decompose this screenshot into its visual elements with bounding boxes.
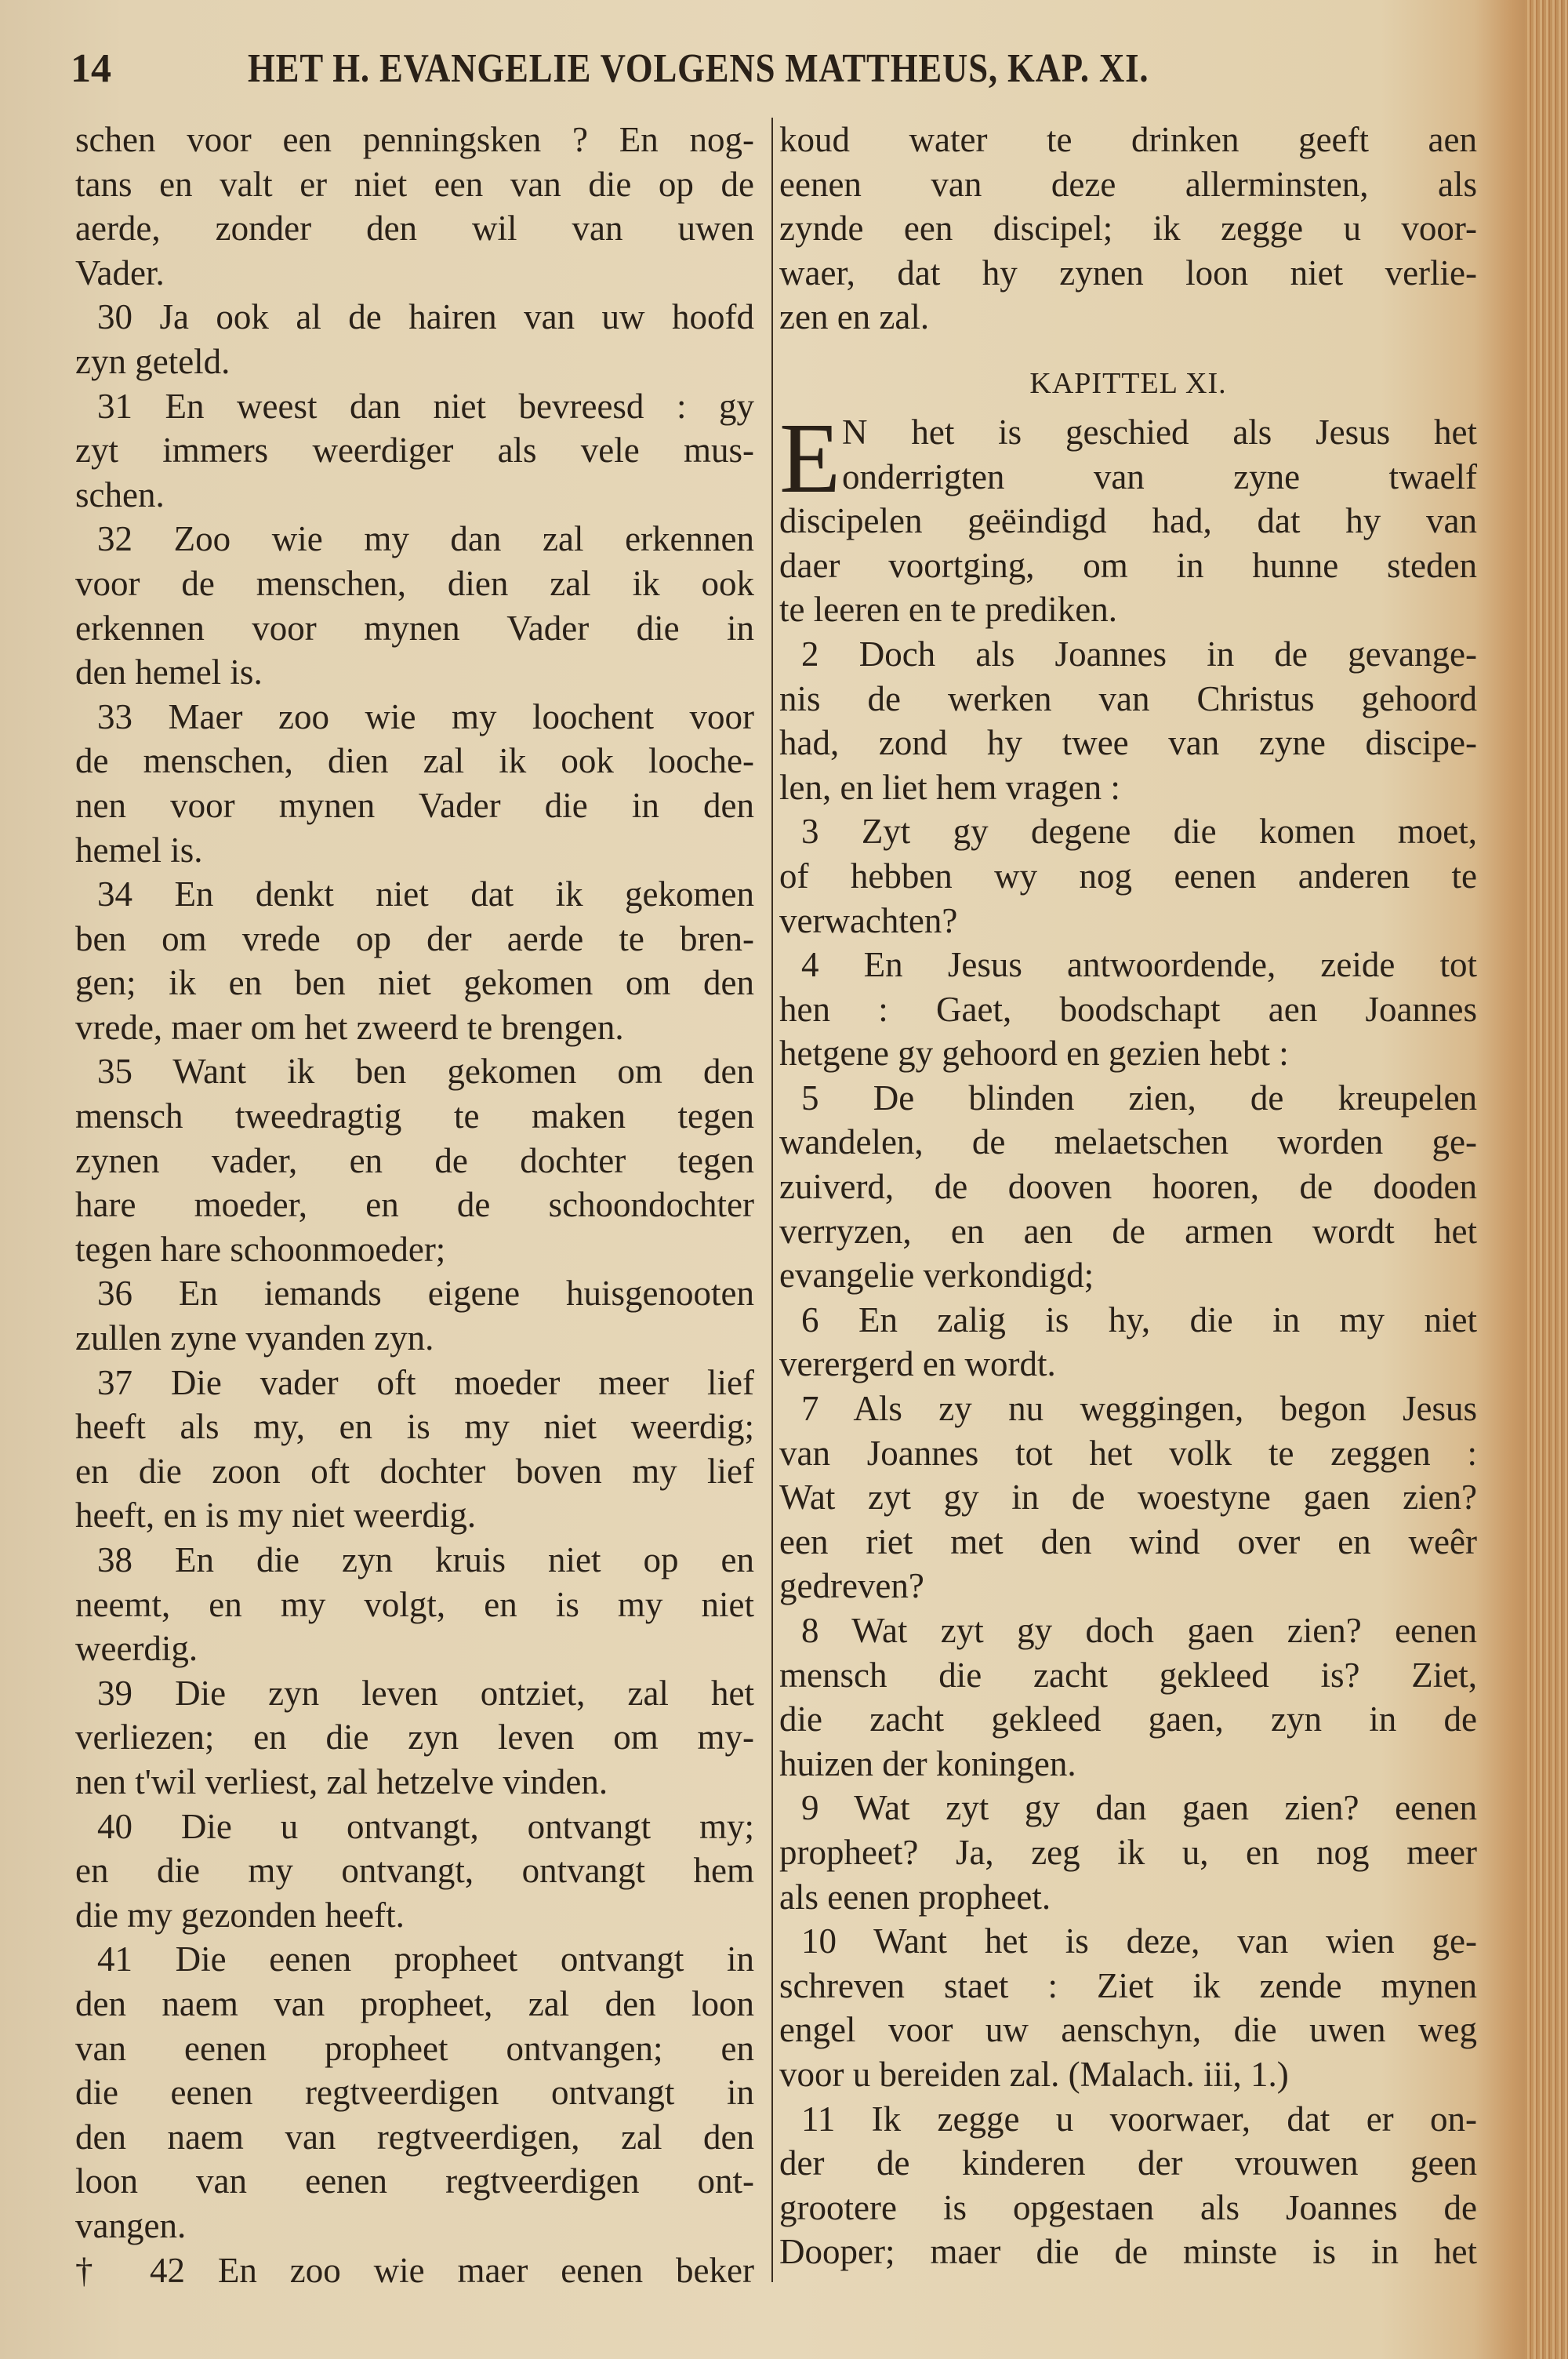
text-line: 38 En die zyn kruis niet op en [97, 1540, 754, 1579]
text-line: 11 Ik zegge u voorwaer, dat er on- [801, 2099, 1477, 2139]
text-line: gedreven? [779, 1566, 924, 1606]
verse-paragraph [779, 1387, 1477, 1608]
verse-paragraph [779, 943, 1477, 1076]
text-line: voor de menschen, dien zal ik ook [75, 563, 754, 603]
text-line: 31 En weest dan niet bevreesd : gy [97, 386, 754, 426]
text-line: onderrigten van zyne twaelf [842, 456, 1477, 496]
text-line: 6 En zalig is hy, die in my niet [801, 1299, 1477, 1339]
text-line: nen voor mynen Vader die in den [75, 785, 754, 825]
text-line: 35 Want ik ben gekomen om den [97, 1052, 754, 1092]
verse-paragraph [75, 1671, 754, 1805]
chapter-heading: KAPITTEL XI. [1029, 366, 1227, 400]
text-line: Wat zyt gy in de woestyne gaen zien? [779, 1478, 1477, 1518]
text-line: zynen vader, en de dochter tegen [75, 1140, 754, 1180]
text-line: 33 Maer zoo wie my loochent voor [97, 696, 754, 736]
text-line: 2 Doch als Joannes in de gevange- [801, 634, 1477, 674]
text-line: aerde, zonder den wil van uwen [75, 209, 754, 249]
text-line: 34 En denkt niet dat ik gekomen [97, 874, 754, 914]
text-line: Vader. [75, 253, 165, 293]
verse-paragraph [779, 1076, 1477, 1298]
text-line: verliezen; en die zyn leven om my- [75, 1717, 754, 1757]
text-line: loon van eenen regtveerdigen ont- [75, 2161, 754, 2201]
verses [779, 632, 1477, 2274]
text-line: en die my ontvangt, ontvangt hem [75, 1851, 754, 1891]
text-line: mensch tweedragtig te maken tegen [75, 1096, 754, 1136]
verse-paragraph [75, 1805, 754, 1938]
text-line: van Joannes tot het volk te zeggen : [779, 1433, 1477, 1473]
text-line: nis de werken van Christus gehoord [779, 678, 1477, 718]
text-line: N het is geschied als Jesus het [842, 412, 1477, 452]
verse-paragraph [779, 1608, 1477, 1786]
verse-paragraph [75, 2248, 754, 2293]
text-line: 40 Die u ontvangt, ontvangt my; [97, 1806, 754, 1846]
text-line: nen t'wil verliest, zal hetzelve vinden. [75, 1761, 608, 1801]
chapter-opening-paragraph [779, 402, 1477, 632]
text-line: hare moeder, en de schoondochter [75, 1185, 754, 1225]
text-line: tegen hare schoonmoeder; [75, 1229, 446, 1269]
column-divider [771, 118, 773, 2282]
text-line: wandelen, de melaetschen worden ge- [779, 1122, 1477, 1162]
continued-verse [779, 118, 1477, 340]
verse-paragraph [779, 1786, 1477, 1919]
text-line: propheet? Ja, zeg ik u, en nog meer [779, 1832, 1477, 1872]
verse-paragraph [75, 1271, 754, 1360]
text-line: 8 Wat zyt gy doch gaen zien? eenen [801, 1611, 1477, 1650]
text-line: tans en valt er niet een van die op de [75, 164, 754, 204]
text-line: hemel is. [75, 830, 203, 870]
text-line: die eenen regtveerdigen ontvangt in [75, 2073, 754, 2113]
text-line: van eenen propheet ontvangen; en [75, 2028, 754, 2068]
verse-paragraph [779, 118, 1477, 340]
verse-paragraph [779, 1919, 1477, 2096]
text-line: daer voortging, om in hunne steden [779, 545, 1477, 585]
verse-paragraph [75, 1049, 754, 1271]
text-line: grootere is opgestaen als Joannes de [779, 2187, 1477, 2227]
text-line: gen; ik en ben niet gekomen om den [75, 963, 754, 1003]
text-line: 10 Want het is deze, van wien ge- [801, 1921, 1477, 1961]
text-line: zyn geteld. [75, 341, 230, 381]
text-line: had, zond hy twee van zyne discipe- [779, 723, 1477, 763]
text-line: een riet met den wind over en weêr [779, 1521, 1477, 1561]
text-line: ben om vrede op der aerde te bren- [75, 918, 754, 958]
text-line: hen : Gaet, boodschapt aen Joannes [779, 989, 1477, 1029]
left-column [75, 118, 754, 2292]
verse-paragraph [75, 118, 754, 295]
text-line: den naem van regtveerdigen, zal den [75, 2117, 754, 2157]
verse-paragraph [75, 384, 754, 518]
verse-paragraph [75, 1937, 754, 2248]
text-line: schen voor een penningsken ? En nog- [75, 120, 754, 159]
running-head: HET H. EVANGELIE VOLGENS MATTHEUS, KAP. XI. [248, 46, 1149, 91]
verse-paragraph [75, 295, 754, 383]
text-line: mensch die zacht gekleed is? Ziet, [779, 1655, 1477, 1695]
text-line: 9 Wat zyt gy dan gaen zien? eenen [801, 1788, 1477, 1828]
text-line: koud water te drinken geeft aen [779, 120, 1477, 159]
text-line: der de kinderen der vrouwen geen [779, 2143, 1477, 2183]
text-line: 30 Ja ook al de hairen van uw hoofd [97, 297, 754, 337]
verse-paragraph [779, 632, 1477, 809]
text-line: 4 En Jesus antwoordende, zeide tot [801, 945, 1477, 985]
text-line: 37 Die vader oft moeder meer lief [97, 1362, 754, 1402]
text-line: neemt, en my volgt, en is my niet [75, 1584, 754, 1624]
text-line: voor u bereiden zal. (Malach. iii, 1.) [779, 2054, 1289, 2094]
text-line: Dooper; maer die de minste is in het [779, 2232, 1477, 2272]
text-line: 39 Die zyn leven ontziet, zal het [97, 1673, 754, 1713]
text-line: en die zoon oft dochter boven my lief [75, 1451, 754, 1491]
text-line: vrede, maer om het zweerd te brengen. [75, 1007, 624, 1047]
verse-paragraph [75, 872, 754, 1049]
text-line: huizen der koningen. [779, 1743, 1076, 1783]
verse-paragraph [75, 517, 754, 694]
text-line: waer, dat hy zynen loon niet verlie- [779, 253, 1477, 293]
text-line: eenen van deze allerminsten, als [779, 164, 1477, 204]
text-line: 7 Als zy nu weggingen, begon Jesus [801, 1389, 1477, 1429]
text-line: 32 Zoo wie my dan zal erkennen [97, 519, 754, 559]
verse-paragraph [779, 2097, 1477, 2274]
verse-paragraph [75, 1538, 754, 1671]
text-line: die my gezonden heeft. [75, 1895, 405, 1935]
text-line: verergerd en wordt. [779, 1344, 1056, 1384]
text-line: zynde een discipel; ik zegge u voor- [779, 209, 1477, 249]
text-line: len, en liet hem vragen : [779, 767, 1120, 807]
text-line: † 42 En zoo wie maer eenen beker [75, 2250, 754, 2290]
text-line: 41 Die eenen propheet ontvangt in [97, 1939, 754, 1979]
page-number: 14 [71, 46, 111, 91]
page-header [71, 45, 1325, 100]
verse-paragraph [75, 695, 754, 872]
right-column [779, 118, 1477, 2274]
text-line: evangelie verkondigd; [779, 1256, 1094, 1296]
text-line: den hemel is. [75, 652, 263, 692]
text-line: de menschen, dien zal ik ook looche- [75, 741, 754, 781]
text-line: hetgene gy gehoord en gezien hebt : [779, 1034, 1289, 1074]
text-line: verwachten? [779, 900, 958, 940]
text-line: zen en zal. [779, 297, 930, 337]
text-line: 3 Zyt gy degene die komen moet, [801, 812, 1477, 852]
text-line: engel voor uw aenschyn, die uwen weg [779, 2010, 1477, 2050]
text-line: discipelen geëindigd had, dat hy van [779, 501, 1477, 541]
text-line: heeft, en is my niet weerdig. [75, 1496, 477, 1536]
text-line: erkennen voor mynen Vader die in [75, 608, 754, 648]
text-line: te leeren en te prediken. [779, 590, 1118, 630]
text-line: verryzen, en aen de armen wordt het [779, 1211, 1477, 1251]
text-line: 36 En iemands eigene huisgenooten [97, 1274, 754, 1314]
text-line: schreven staet : Ziet ik zende mynen [779, 1965, 1477, 2005]
text-line: weerdig. [75, 1629, 198, 1669]
verse-paragraph [779, 1298, 1477, 1387]
page-edge [1525, 0, 1568, 2359]
text-line: schen. [75, 474, 165, 514]
text-line: 5 De blinden zien, de kreupelen [801, 1078, 1477, 1118]
text-line: of hebben wy nog eenen anderen te [779, 856, 1477, 896]
text-line: als eenen propheet. [779, 1877, 1051, 1917]
text-line: vangen. [75, 2205, 187, 2245]
text-line: heeft als my, en is my niet weerdig; [75, 1407, 754, 1447]
text-line: die zacht gekleed gaen, zyn in de [779, 1699, 1477, 1739]
text-line: zullen zyne vyanden zyn. [75, 1318, 434, 1358]
verse-paragraph [75, 1361, 754, 1538]
drop-cap: E [779, 402, 841, 514]
verse-paragraph [779, 809, 1477, 943]
text-line: zuiverd, de dooven hooren, de dooden [779, 1167, 1477, 1207]
text-line: den naem van propheet, zal den loon [75, 1983, 754, 2023]
text-line: zyt immers weerdiger als vele mus- [75, 431, 754, 471]
